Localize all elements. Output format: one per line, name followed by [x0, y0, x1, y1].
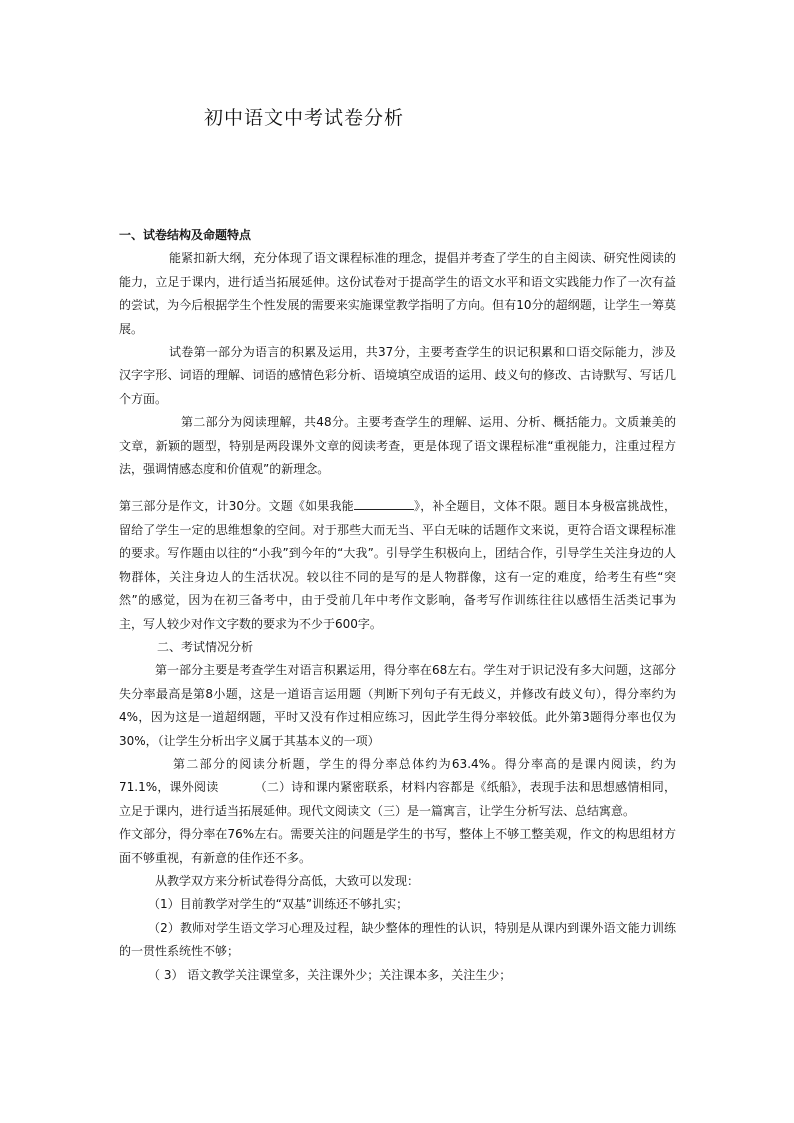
paragraph-1: 能紧扣新大纲，充分体现了语文课程标准的理念，提倡并考查了学生的自主阅读、研究性阅读的能力，立足于课内，进行适当拓展延伸。这份试卷对于提高学生的语文水平和语文实践能力作了一次有益的尝试，为今后根据学生个性发展的需要来实施课堂教学指明了方向。但有10分的超纲题，让学生一筹莫展。 — [119, 251, 676, 336]
paragraph-11: （ 3） 语文教学关注课堂多，关注课外少；关注课本多，关注生少； — [148, 967, 512, 982]
paragraph-8: 从教学双方来分析试卷得分高低，大致可以发现： — [155, 873, 420, 888]
document-title: 初中语文中考试卷分析 — [204, 107, 405, 129]
title-blank-line — [354, 497, 414, 510]
paragraph-4 — [119, 495, 676, 635]
paragraph-3: 第二部分为阅读理解，共48分。主要考查学生的理解、运用、分析、概括能力。文质兼美的文章，新颖的题型，特别是两段课外文章的阅读考查，更是体现了语文课程标准“重视能力，注重过程方法，强调情感态度和价值观”的新理念。 — [119, 415, 676, 477]
paragraph-6-part-b: （二）诗和课内紧密联系，材料内容都是《纸船》，表现手法和思想感情相同，立足于课内，进行适当拓展延伸。现代文阅读文（三）是一篇寓言，让学生分析写法、总结寓意。 — [119, 780, 676, 818]
paragraph-4-part-a: 第三部分是作文，计30分。文题《如果我能 — [119, 499, 354, 514]
paragraph-10: （2）教师对学生语文学习心理及过程，缺少整体的理性的认识，特别是从课内到课外语文能力训练的一贯性系统性不够； — [119, 920, 676, 959]
paragraph-6-part-a: 第二部分的阅读分析题，学生的得分率总体约为63.4%。得分率高的是课内阅读，约为71.1%，课外阅读 — [119, 756, 676, 795]
paragraph-9: （1）目前教学对学生的“双基”训练还不够扎实； — [148, 897, 409, 912]
paragraph-4-part-b: 》，补全题目，文体不限。题目本身极富挑战性，留给了学生一定的思维想象的空间。对于那些大而无当、平白无味的话题作文来说，更符合语文课程标准的要求。写作题由以往的“小我”到今年的“大我”。引导学生积极向上，团结合作，引导学生关注身边的人物群体，关注身边人的生活状况。较以往不同的是写的是人物群像，这有一定的难度，给考生有些“突然”的感觉，因为在初三备考中，由于受前几年中考作文影响，备考写作训练往往以感悟生活类记事为主，写人较少对作文字数的要求为不少于600字。 — [119, 499, 676, 631]
paragraph-5: 第一部分主要是考查学生对语言积累运用，得分率在68左右。学生对于识记没有多大问题，这部分失分率最高是第8小题，这是一道语言运用题（判断下列句子有无歧义，并修改有歧义句），得分率约为4%，因为这是一道超纲题，平时又没有作过相应练习，因此学生得分率较低。此外第3题得分率也仅为30%，（让学生分析出字义属于其基本义的一项） — [119, 663, 676, 748]
paragraph-6 — [119, 753, 676, 823]
document-body — [119, 224, 676, 987]
paragraph-2: 试卷第一部分为语言的积累及运用，共37分，主要考查学生的识记积累和口语交际能力，涉及汉字字形、词语的理解、词语的感情色彩分析、语境填空成语的运用、歧义句的修改、古诗默写、写话几个方面。 — [119, 345, 676, 406]
section-heading-2: 二、考试情况分析 — [157, 639, 254, 654]
section-heading-1: 一、试卷结构及命题特点 — [119, 228, 252, 242]
paragraph-7: 作文部分，得分率在76%左右。需要关注的问题是学生的书写，整体上不够工整美观，作文的构思组材方面不够重视，有新意的佳作还不多。 — [119, 827, 676, 865]
